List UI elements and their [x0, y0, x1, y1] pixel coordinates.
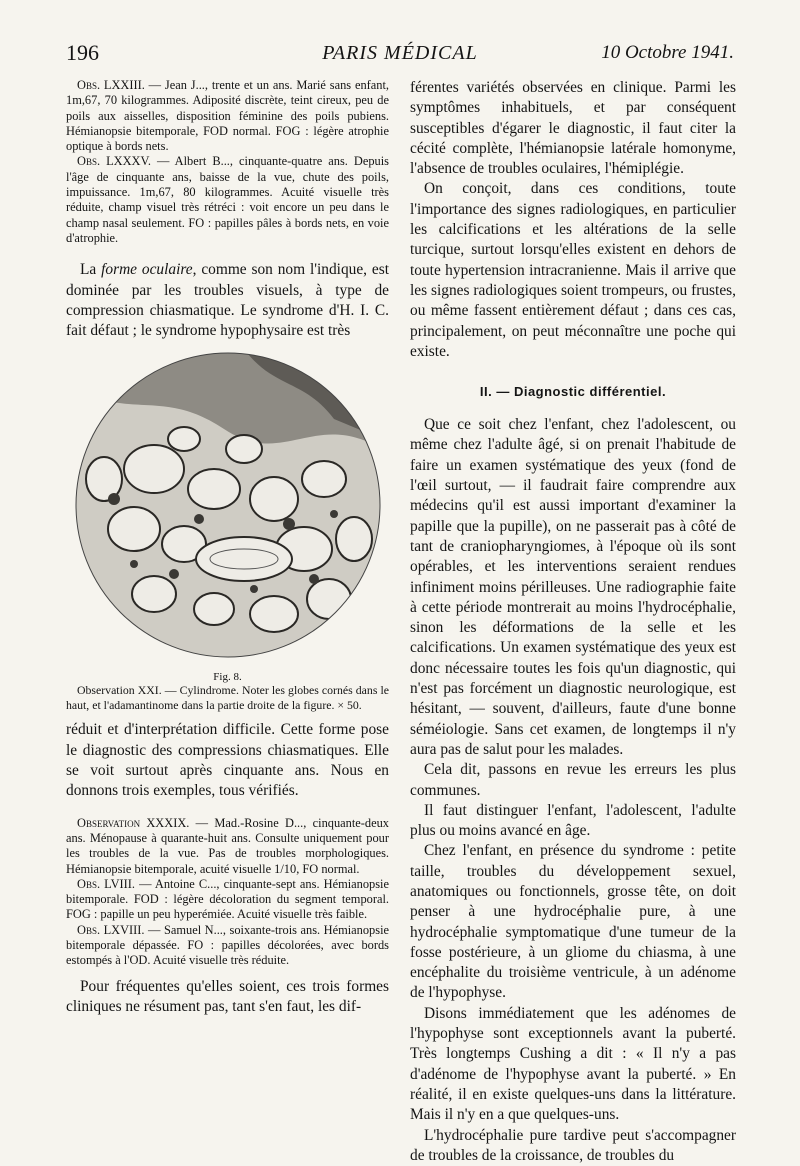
observation-label: Observation XXXIX. [77, 815, 190, 830]
paragraph-distinguer: Il faut distinguer l'enfant, l'adolescent, l'adulte plus ou moins avancé en âge. [410, 801, 736, 840]
observation-text: — Antoine C..., cinquante-sept ans. Hémianopsie bitemporale. FOD : légère décoloration du segment temporal. FOG : papille un peu hyperémiée. Acuité visuelle très faible. [66, 876, 390, 922]
paragraph-hydrocephalie: L'hydrocéphalie pure tardive peut s'accompagner de troubles de la croissance, de troubles du [410, 1126, 736, 1164]
figure-8 [66, 341, 389, 671]
page-number: 196 [66, 40, 99, 65]
observation-text: — Albert B..., cinquante-quatre ans. Depuis l'âge de cinquante ans, baisse de la vue, chute des poils, impuissance. 1m,67, 80 kilogrammes. Acuité visuelle très réduite, champ visuel très rétréci : voit encore un peu dans le champ nasal seulement. FO : papilles pâles à bords nets, en voie d'atrophie. [66, 154, 389, 245]
observation-85 [66, 154, 389, 246]
paragraph-reduit: réduit et d'interprétation difficile. Cette forme pose le diagnostic des compressions chiasmatiques. Elle se voit surtout après cinquante ans. Nous en donnons trois exemples, tous vérifiés. [66, 721, 389, 800]
issue-date: 10 Octobre 1941. [601, 42, 734, 63]
micrograph-image [74, 349, 382, 661]
right-column [410, 78, 736, 1166]
observation-text: — Jean J..., trente et un ans. Marié sans enfant, 1m,67, 70 kilogrammes. Adiposité discrète, teint cireux, peu de poils aux aisselles, disposition féminine des poils pubiens. Hémianopsie bitemporale, FOD normal. FOG : légère atrophie optique à bords nets. [66, 78, 390, 154]
paragraph-chez-enfant: Chez l'enfant, en présence du syndrome : petite taille, troubles du développement sexuel, anatomiques ou fonctionnels, grosse tête, on doit penser à une hydrocéphalie pure, à une hydrocéphalie symptomatique d'une tumeur de la fosse postérieure, à un gliome du chiasma, à une encéphalite du troisième ventricule, à un adénome de l'hypophyse. [410, 842, 736, 1002]
observation-73 [66, 78, 389, 154]
observation-text: — Mad.-Rosine D..., cinquante-deux ans. Ménopause à quarante-huit ans. Consulte uniquement pour les troubles de la vue. Pas de troubles morphologiques. Hémianopsie bitemporale, acuité visuelle 1/10, FO normal. [66, 815, 390, 876]
paragraph-cela-dit: Cela dit, passons en revue les erreurs les plus communes. [410, 761, 736, 799]
observation-label: Obs. LXXIII. [77, 78, 145, 92]
running-header [66, 40, 734, 70]
paragraph-pour-frequentes: Pour fréquentes qu'elles soient, ces trois formes cliniques ne résument pas, tant s'en faut, les dif- [66, 977, 389, 1015]
paragraph-examen-yeux: Que ce soit chez l'enfant, chez l'adolescent, ou même chez l'adulte âgé, si on prenait l'habitude de faire un examen systématique des yeux (fond de l'œil surtout, — il faudrait faire comprendre aux médecins qu'il est aussi important d'examiner la papille que la pupille), on ne passerait pas à côté de tant de craniopharyngiomes, à l'époque où ils sont opérables, et les interventions seraient rendues infiniment moins périlleuses. Une radiographie faite à cette période montrerait au moins l'hydrocéphalie, sinon les déformations de la selle et les calcifications. Un examen systématique des yeux est donc nécessaire toutes les fois qu'un diagnostic, qui n'est pas forcément un diagnostic neurologique, est hésitant, — souvent, d'ailleurs, faute d'une bonne séméiologie. Sans cet examen, de longtemps il n'y aura pas de salut pour les malades. [410, 416, 736, 758]
paragraph-forme-oculaire: La forme oculaire, comme son nom l'indique, est dominée par les troubles visuels, à type de compression chiasmatique. Le syndrome d'H. I. C. fait défaut ; le syndrome hypophysaire est très [66, 261, 389, 340]
left-column [66, 78, 389, 1017]
section-heading: II. — Diagnostic différentiel. [479, 384, 667, 400]
observation-text: — Samuel N..., soixante-trois ans. Hémianopsie bitemporale dépassée. FO : papilles décolorées, avec bords estompés à l'OD. Acuité visuelle très réduite. [66, 922, 390, 968]
figure-label: Fig. 8. [213, 671, 242, 684]
figure-caption: Observation XXI. — Cylindrome. Noter les globes cornés dans le haut, et l'adamantinome dans la partie droite de la figure. × 50. [66, 683, 389, 712]
observation-68 [66, 923, 389, 969]
observation-label: Obs. LXXXV. [77, 154, 151, 169]
paragraph-on-concoit: On conçoit, dans ces conditions, toute l'importance des signes radiologiques, en particulier les calcifications et les altérations de la selle turcique, surtout lorsqu'elles existent en dehors de toute hypertension intracranienne. Mais il arrive que les signes radiologiques soient trompeurs, ou frustes, ou même fassent entièrement défaut ; dans ces cas, principalement, on peut méconnaître une poche qui existe. [410, 180, 736, 360]
observation-39 [66, 816, 389, 877]
paragraph-disons: Disons immédiatement que les adénomes de l'hypophyse sont exceptionnels avant la puberté. Très longtemps Cushing a dit : « Il n'y a pas d'adénome de l'hypophyse avant la puberté. » En réalité, il en existe quelques-uns dans la littérature. Mais il n'y en a que quelques-uns. [410, 1004, 736, 1124]
emphasis-forme-oculaire: forme oculaire [101, 261, 193, 279]
observation-label: Obs. LVIII. [77, 876, 135, 891]
observation-58 [66, 877, 389, 923]
observation-label: Obs. LXVIII. [77, 922, 145, 937]
paragraph-varietes: férentes variétés observées en clinique. Parmi les symptômes inhabituels, et par conséquent susceptibles d'égarer le diagnostic, il faut citer la cécité complète, l'hémianopsie latérale homonyme, l'absence de troubles oculaires, l'hémiplégie. [410, 79, 736, 178]
journal-title: PARIS MÉDICAL [322, 42, 478, 64]
